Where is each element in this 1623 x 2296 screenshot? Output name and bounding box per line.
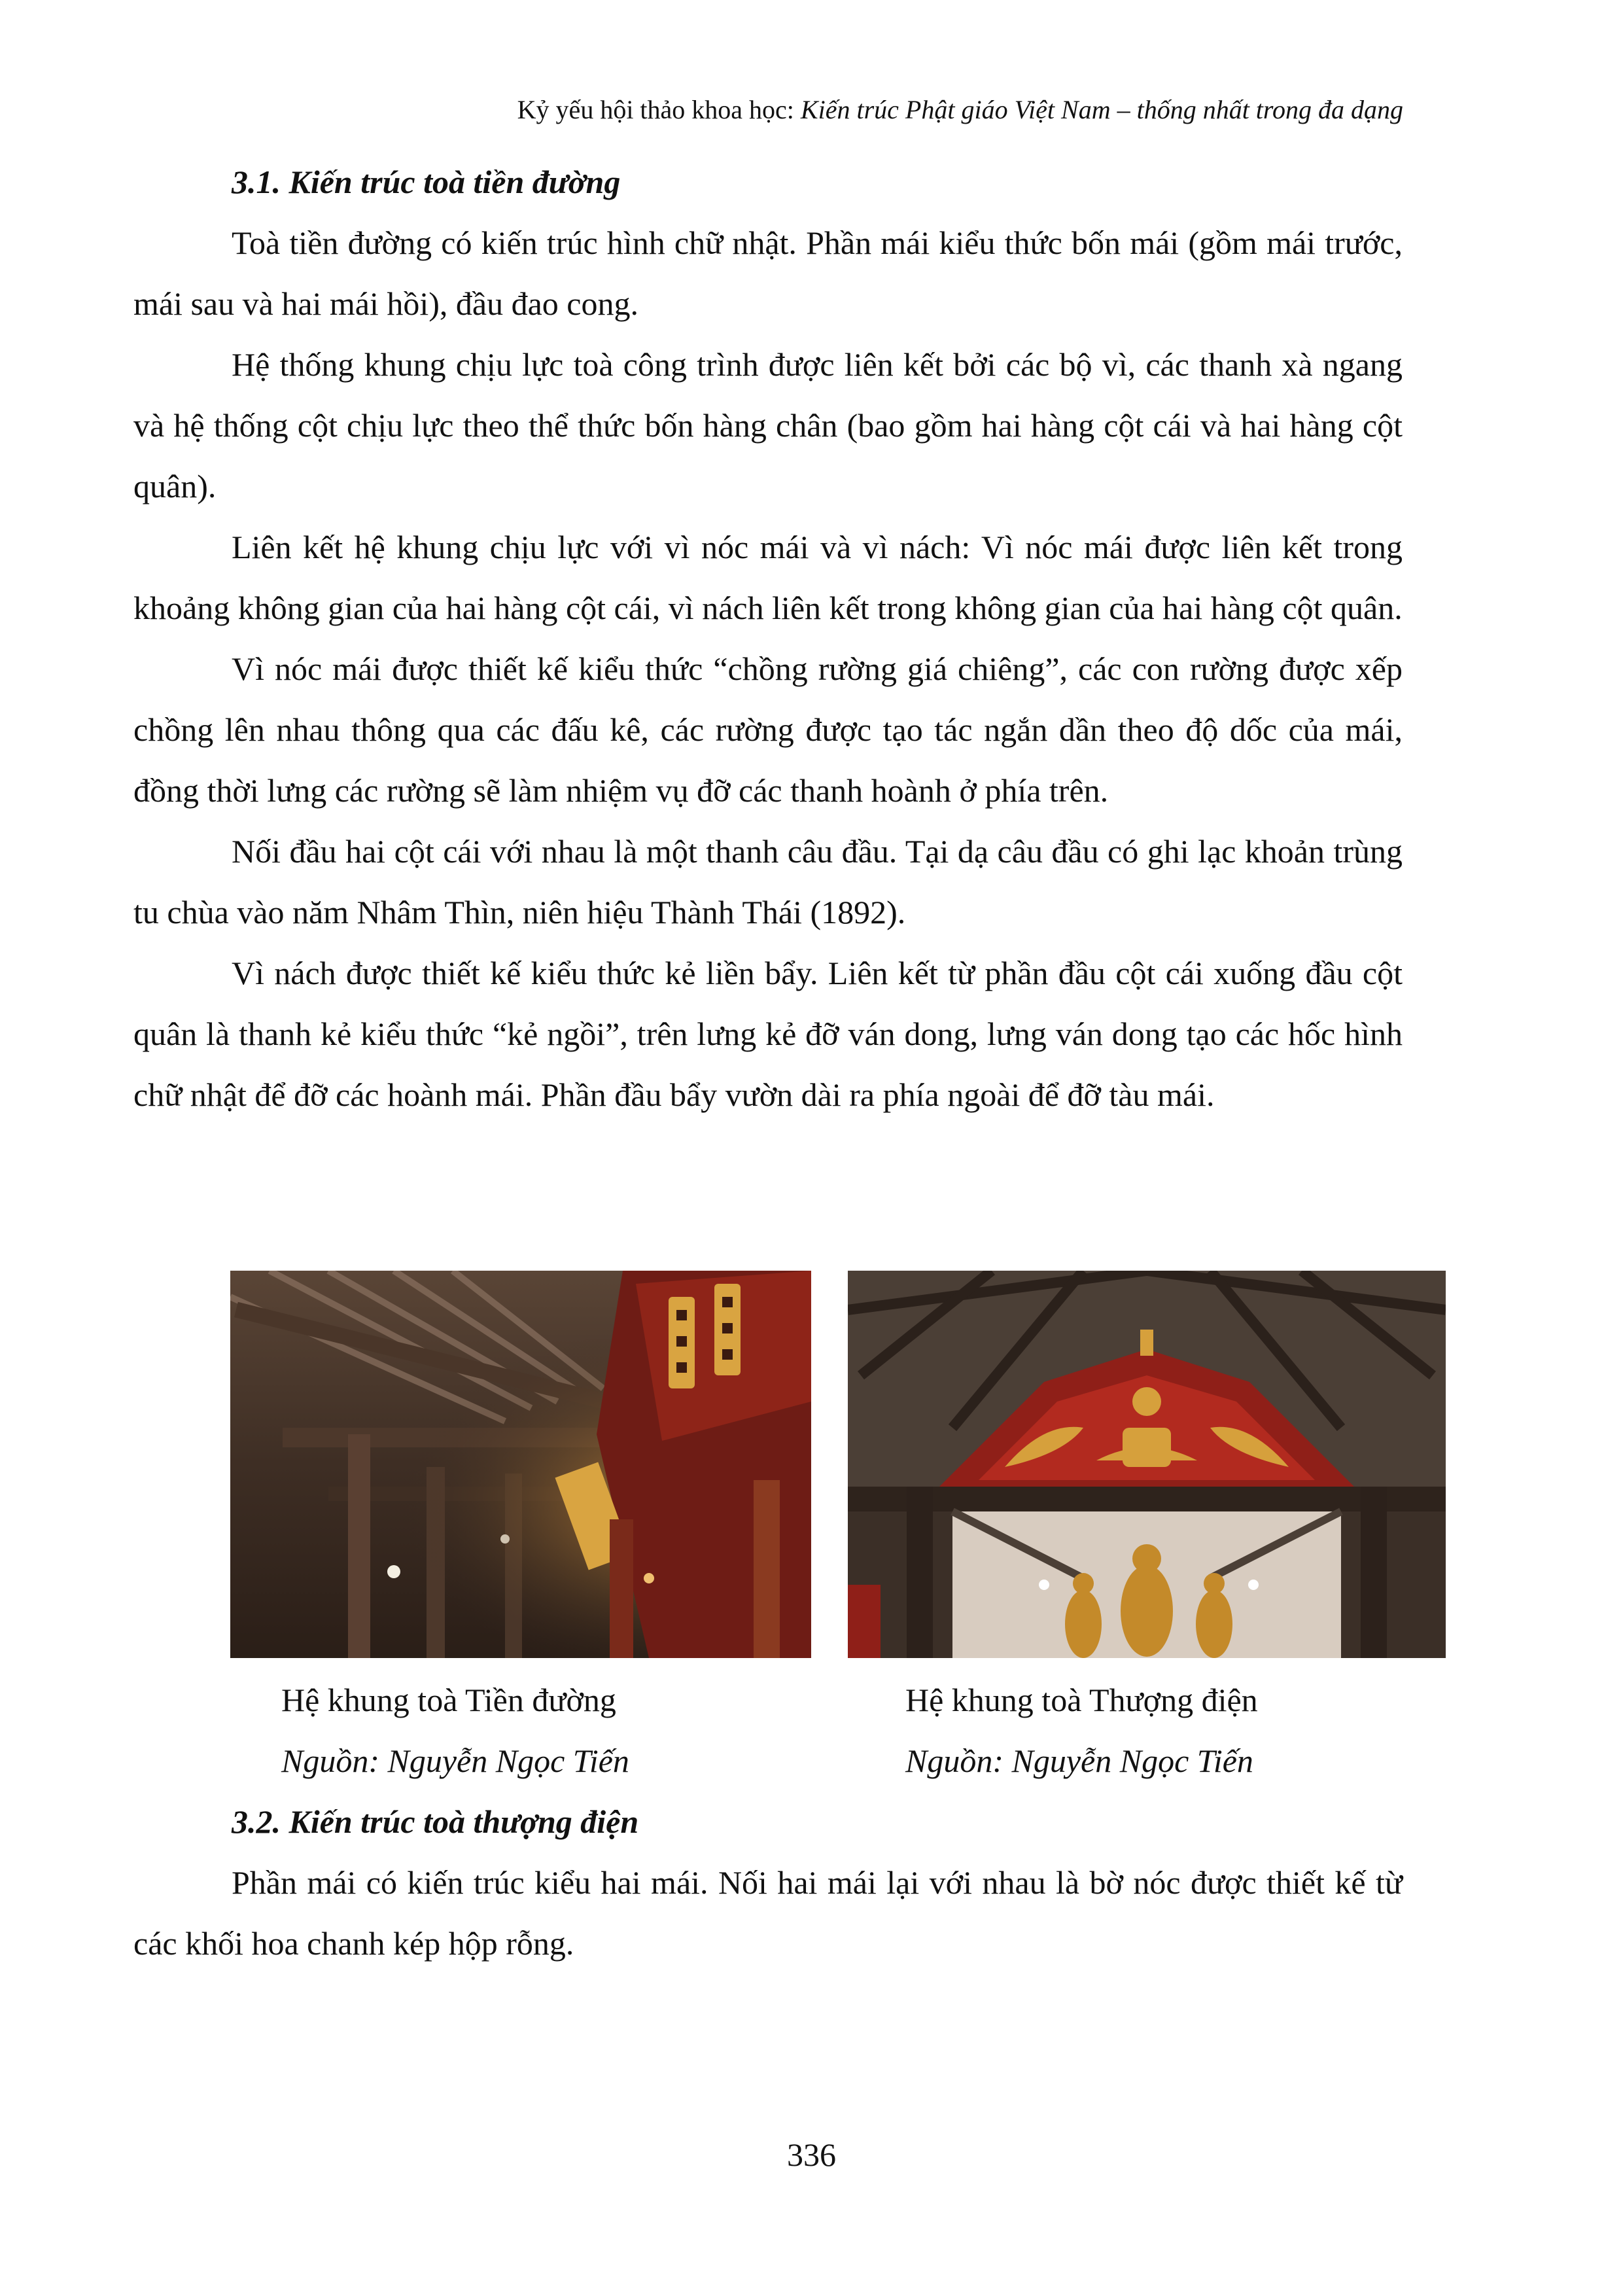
paragraph: Toà tiền đường có kiến trúc hình chữ nhật. Phần mái kiểu thức bốn mái (gồm mái trước, mái sau và hai mái hồi), đầu đao cong. <box>133 224 1403 322</box>
paragraph: Phần mái có kiến trúc kiểu hai mái. Nối hai mái lại với nhau là bờ nóc được thiết kế từ các khối hoa chanh kép hộp rỗng. <box>133 1864 1403 1962</box>
section-2-heading: 3.2. Kiến trúc toà thượng điện <box>232 1803 639 1840</box>
caption-source: Nguồn: Nguyễn Ngọc Tiến <box>905 1742 1253 1779</box>
page-number: 336 <box>787 2136 836 2173</box>
figure-caption-right <box>905 1670 1363 1792</box>
paragraph: Liên kết hệ khung chịu lực với vì nóc mái và vì nách: Vì nóc mái được liên kết trong khoảng không gian của hai hàng cột cái, vì nách liên kết trong không gian của hai hàng cột quân. <box>133 529 1403 626</box>
photo-tien-duong-frame <box>230 1271 811 1658</box>
paragraph: Vì nách được thiết kế kiểu thức kẻ liền bẩy. Liên kết từ phần đầu cột cái xuống đầu cột quân là thanh kẻ kiểu thức “kẻ ngồi”, trên lưng kẻ đỡ ván dong, lưng ván dong tạo các hốc hình chữ nhật để đỡ các hoành mái. Phần đầu bẩy vườn dài ra phía ngoài để đỡ tàu mái. <box>133 955 1403 1113</box>
section-2 <box>133 1792 1403 1974</box>
header-title: Kiến trúc Phật giáo Việt Nam – thống nhất trong đa dạng <box>800 95 1403 124</box>
section-1-heading: 3.1. Kiến trúc toà tiền đường <box>232 164 621 200</box>
paragraph: Hệ thống khung chịu lực toà công trình được liên kết bởi các bộ vì, các thanh xà ngang và hệ thống cột chịu lực theo thể thức bốn hàng chân (bao gồm hai hàng cột cái và hai hàng cột quân). <box>133 346 1403 504</box>
paragraph: Vì nóc mái được thiết kế kiểu thức “chồng rường giá chiêng”, các con rường được xếp chồng lên nhau thông qua các đấu kê, các rường được tạo tác ngắn dần theo độ dốc của mái, đồng thời lưng các rường sẽ làm nhiệm vụ đỡ các thanh hoành ở phía trên. <box>133 650 1403 809</box>
section-1 <box>133 152 1403 1125</box>
caption-title: Hệ khung toà Thượng điện <box>905 1682 1258 1718</box>
photo-thuong-dien-frame <box>848 1271 1446 1658</box>
caption-title: Hệ khung toà Tiền đường <box>281 1682 616 1718</box>
header-prefix: Kỷ yếu hội thảo khoa học: <box>517 95 801 124</box>
running-header <box>517 92 1403 128</box>
figure-caption-left <box>281 1670 674 1792</box>
paragraph: Nối đầu hai cột cái với nhau là một thanh câu đầu. Tại dạ câu đầu có ghi lạc khoản trùng tu chùa vào năm Nhâm Thìn, niên hiệu Thành Thái (1892). <box>133 833 1403 930</box>
caption-source: Nguồn: Nguyễn Ngọc Tiến <box>281 1742 629 1779</box>
